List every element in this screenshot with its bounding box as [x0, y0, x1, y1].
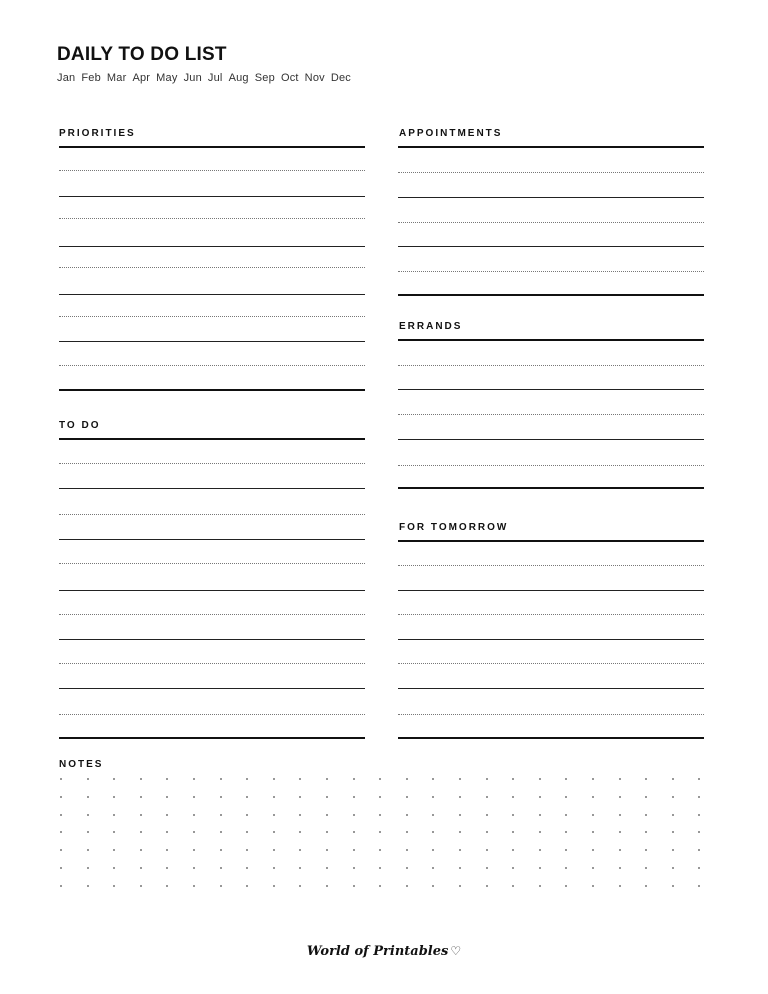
grid-dot [353, 796, 355, 798]
todo-solid-line [59, 688, 365, 689]
grid-dot [273, 867, 275, 869]
grid-dot [539, 885, 541, 887]
priorities-solid-line [59, 341, 365, 342]
grid-dot [113, 778, 115, 780]
month-feb[interactable]: Feb [81, 72, 101, 84]
grid-dot [299, 885, 301, 887]
month-selector [57, 72, 351, 84]
month-sep[interactable]: Sep [254, 72, 275, 84]
grid-dot [672, 814, 674, 816]
month-dec[interactable]: Dec [330, 72, 352, 84]
grid-dot [299, 814, 301, 816]
grid-dot [113, 849, 115, 851]
grid-dot [539, 796, 541, 798]
tomorrow-dotted-line[interactable] [398, 663, 704, 664]
grid-dot [512, 867, 514, 869]
grid-dot [432, 885, 434, 887]
grid-dot [87, 849, 89, 851]
priorities-solid-line [59, 294, 365, 295]
grid-dot [592, 814, 594, 816]
grid-dot [459, 867, 461, 869]
grid-dot [432, 814, 434, 816]
grid-dot [592, 796, 594, 798]
grid-dot [512, 796, 514, 798]
grid-dot [113, 814, 115, 816]
grid-dot [299, 867, 301, 869]
grid-dot [87, 778, 89, 780]
grid-dot [60, 831, 62, 833]
grid-dot [273, 796, 275, 798]
grid-dot [459, 831, 461, 833]
priorities-solid-line [59, 246, 365, 247]
grid-dot [698, 814, 700, 816]
grid-dot [220, 885, 222, 887]
grid-dot [512, 778, 514, 780]
grid-dot [565, 831, 567, 833]
tomorrow-solid-line [398, 639, 704, 640]
todo-dotted-line[interactable] [59, 463, 365, 464]
grid-dot [432, 867, 434, 869]
grid-dot [246, 778, 248, 780]
grid-dot [246, 796, 248, 798]
page-title: DAILY TO DO LIST [57, 44, 227, 65]
grid-dot [486, 778, 488, 780]
todo-solid-line [59, 539, 365, 540]
notes-dot-grid[interactable] [57, 774, 717, 894]
grid-dot [565, 778, 567, 780]
grid-dot [140, 885, 142, 887]
grid-dot [326, 814, 328, 816]
grid-dot [406, 867, 408, 869]
grid-dot [486, 867, 488, 869]
todo-heading: TO DO [59, 420, 101, 431]
tomorrow-dotted-line[interactable] [398, 714, 704, 715]
appointments-heading: APPOINTMENTS [399, 128, 503, 139]
priorities-dotted-line[interactable] [59, 170, 365, 171]
grid-dot [645, 849, 647, 851]
grid-dot [220, 778, 222, 780]
grid-dot [406, 796, 408, 798]
todo-dotted-line[interactable] [59, 563, 365, 564]
grid-dot [60, 849, 62, 851]
grid-dot [60, 796, 62, 798]
priorities-heading: PRIORITIES [59, 128, 136, 139]
tomorrow-dotted-line[interactable] [398, 565, 704, 566]
grid-dot [672, 796, 674, 798]
tomorrow-footer-rule [398, 737, 704, 739]
grid-dot [326, 867, 328, 869]
grid-dot [406, 885, 408, 887]
errands-header-rule [398, 339, 704, 341]
grid-dot [113, 885, 115, 887]
grid-dot [193, 867, 195, 869]
grid-dot [140, 814, 142, 816]
tomorrow-heading: FOR TOMORROW [399, 522, 509, 533]
grid-dot [592, 778, 594, 780]
grid-dot [140, 849, 142, 851]
errands-footer-rule [398, 487, 704, 489]
grid-dot [220, 796, 222, 798]
todo-header-rule [59, 438, 365, 440]
grid-dot [565, 885, 567, 887]
todo-dotted-line[interactable] [59, 614, 365, 615]
todo-dotted-line[interactable] [59, 714, 365, 715]
appointments-solid-line [398, 197, 704, 198]
grid-dot [512, 831, 514, 833]
heart-icon: ♡ [450, 944, 462, 958]
todo-solid-line [59, 639, 365, 640]
grid-dot [539, 867, 541, 869]
grid-dot [486, 814, 488, 816]
priorities-header-rule [59, 146, 365, 148]
grid-dot [406, 849, 408, 851]
grid-dot [565, 796, 567, 798]
grid-dot [353, 814, 355, 816]
grid-dot [273, 814, 275, 816]
grid-dot [326, 778, 328, 780]
grid-dot [698, 867, 700, 869]
grid-dot [87, 796, 89, 798]
grid-dot [246, 849, 248, 851]
grid-dot [592, 885, 594, 887]
grid-dot [246, 814, 248, 816]
todo-dotted-line[interactable] [59, 514, 365, 515]
grid-dot [246, 831, 248, 833]
errands-dotted-line[interactable] [398, 414, 704, 415]
grid-dot [193, 778, 195, 780]
grid-dot [193, 849, 195, 851]
grid-dot [645, 885, 647, 887]
grid-dot [459, 814, 461, 816]
grid-dot [379, 814, 381, 816]
grid-dot [592, 849, 594, 851]
grid-dot [645, 814, 647, 816]
grid-dot [459, 778, 461, 780]
grid-dot [565, 849, 567, 851]
month-jul[interactable]: Jul [207, 72, 223, 84]
grid-dot [353, 831, 355, 833]
grid-dot [672, 831, 674, 833]
priorities-dotted-line[interactable] [59, 218, 365, 219]
todo-solid-line [59, 488, 365, 489]
grid-dot [353, 867, 355, 869]
grid-dot [87, 885, 89, 887]
grid-dot [166, 796, 168, 798]
grid-dot [432, 796, 434, 798]
brand-name: World of Printables [306, 944, 449, 959]
month-apr[interactable]: Apr [132, 72, 151, 84]
grid-dot [193, 885, 195, 887]
grid-dot [246, 885, 248, 887]
grid-dot [113, 796, 115, 798]
grid-dot [619, 885, 621, 887]
grid-dot [166, 814, 168, 816]
priorities-dotted-line[interactable] [59, 365, 365, 366]
appointments-solid-line [398, 246, 704, 247]
tomorrow-solid-line [398, 688, 704, 689]
priorities-dotted-line[interactable] [59, 316, 365, 317]
grid-dot [645, 796, 647, 798]
grid-dot [672, 867, 674, 869]
grid-dot [299, 849, 301, 851]
grid-dot [220, 831, 222, 833]
grid-dot [512, 885, 514, 887]
grid-dot [619, 796, 621, 798]
grid-dot [406, 831, 408, 833]
grid-dot [326, 796, 328, 798]
month-mar[interactable]: Mar [106, 72, 127, 84]
grid-dot [299, 778, 301, 780]
grid-dot [539, 831, 541, 833]
notes-heading: NOTES [59, 759, 104, 770]
grid-dot [432, 849, 434, 851]
appointments-dotted-line[interactable] [398, 222, 704, 223]
month-oct[interactable]: Oct [280, 72, 299, 84]
grid-dot [619, 814, 621, 816]
grid-dot [220, 867, 222, 869]
grid-dot [353, 885, 355, 887]
month-aug[interactable]: Aug [228, 72, 249, 84]
grid-dot [432, 778, 434, 780]
grid-dot [406, 814, 408, 816]
grid-dot [220, 849, 222, 851]
grid-dot [353, 849, 355, 851]
errands-dotted-line[interactable] [398, 365, 704, 366]
errands-dotted-line[interactable] [398, 465, 704, 466]
brand-logo [0, 944, 768, 959]
grid-dot [193, 831, 195, 833]
grid-dot [672, 849, 674, 851]
grid-dot [353, 778, 355, 780]
grid-dot [246, 867, 248, 869]
grid-dot [459, 885, 461, 887]
grid-dot [698, 831, 700, 833]
todo-footer-rule [59, 737, 365, 739]
grid-dot [379, 849, 381, 851]
month-jan[interactable]: Jan [57, 72, 76, 84]
grid-dot [140, 867, 142, 869]
grid-dot [273, 885, 275, 887]
grid-dot [113, 831, 115, 833]
errands-heading: ERRANDS [399, 321, 463, 332]
grid-dot [113, 867, 115, 869]
grid-dot [406, 778, 408, 780]
tomorrow-solid-line [398, 590, 704, 591]
grid-dot [166, 885, 168, 887]
grid-dot [486, 796, 488, 798]
grid-dot [273, 849, 275, 851]
grid-dot [459, 849, 461, 851]
grid-dot [60, 885, 62, 887]
appointments-footer-rule [398, 294, 704, 296]
tomorrow-header-rule [398, 540, 704, 542]
grid-dot [565, 867, 567, 869]
grid-dot [512, 814, 514, 816]
month-may[interactable]: May [156, 72, 178, 84]
todo-solid-line [59, 590, 365, 591]
grid-dot [140, 831, 142, 833]
grid-dot [379, 831, 381, 833]
grid-dot [645, 831, 647, 833]
grid-dot [619, 849, 621, 851]
grid-dot [379, 867, 381, 869]
grid-dot [273, 831, 275, 833]
grid-dot [379, 778, 381, 780]
priorities-solid-line [59, 196, 365, 197]
todo-dotted-line[interactable] [59, 663, 365, 664]
grid-dot [698, 885, 700, 887]
appointments-dotted-line[interactable] [398, 271, 704, 272]
grid-dot [60, 814, 62, 816]
grid-dot [87, 867, 89, 869]
grid-dot [592, 831, 594, 833]
grid-dot [486, 849, 488, 851]
month-nov[interactable]: Nov [304, 72, 325, 84]
grid-dot [193, 814, 195, 816]
grid-dot [565, 814, 567, 816]
grid-dot [166, 867, 168, 869]
grid-dot [539, 814, 541, 816]
grid-dot [87, 814, 89, 816]
grid-dot [672, 885, 674, 887]
grid-dot [619, 778, 621, 780]
errands-solid-line [398, 439, 704, 440]
grid-dot [645, 867, 647, 869]
grid-dot [140, 796, 142, 798]
grid-dot [140, 778, 142, 780]
grid-dot [539, 778, 541, 780]
grid-dot [432, 831, 434, 833]
grid-dot [166, 831, 168, 833]
grid-dot [459, 796, 461, 798]
errands-solid-line [398, 389, 704, 390]
grid-dot [299, 796, 301, 798]
grid-dot [486, 885, 488, 887]
priorities-dotted-line[interactable] [59, 267, 365, 268]
grid-dot [619, 867, 621, 869]
priorities-footer-rule [59, 389, 365, 391]
appointments-dotted-line[interactable] [398, 172, 704, 173]
grid-dot [166, 849, 168, 851]
grid-dot [486, 831, 488, 833]
grid-dot [539, 849, 541, 851]
grid-dot [326, 885, 328, 887]
grid-dot [87, 831, 89, 833]
grid-dot [645, 778, 647, 780]
grid-dot [60, 778, 62, 780]
grid-dot [166, 778, 168, 780]
grid-dot [299, 831, 301, 833]
grid-dot [592, 867, 594, 869]
grid-dot [379, 885, 381, 887]
grid-dot [698, 778, 700, 780]
month-jun[interactable]: Jun [183, 72, 202, 84]
grid-dot [273, 778, 275, 780]
grid-dot [193, 796, 195, 798]
grid-dot [698, 849, 700, 851]
grid-dot [619, 831, 621, 833]
tomorrow-dotted-line[interactable] [398, 614, 704, 615]
grid-dot [60, 867, 62, 869]
grid-dot [326, 831, 328, 833]
grid-dot [220, 814, 222, 816]
appointments-header-rule [398, 146, 704, 148]
grid-dot [698, 796, 700, 798]
grid-dot [672, 778, 674, 780]
grid-dot [326, 849, 328, 851]
grid-dot [379, 796, 381, 798]
grid-dot [512, 849, 514, 851]
